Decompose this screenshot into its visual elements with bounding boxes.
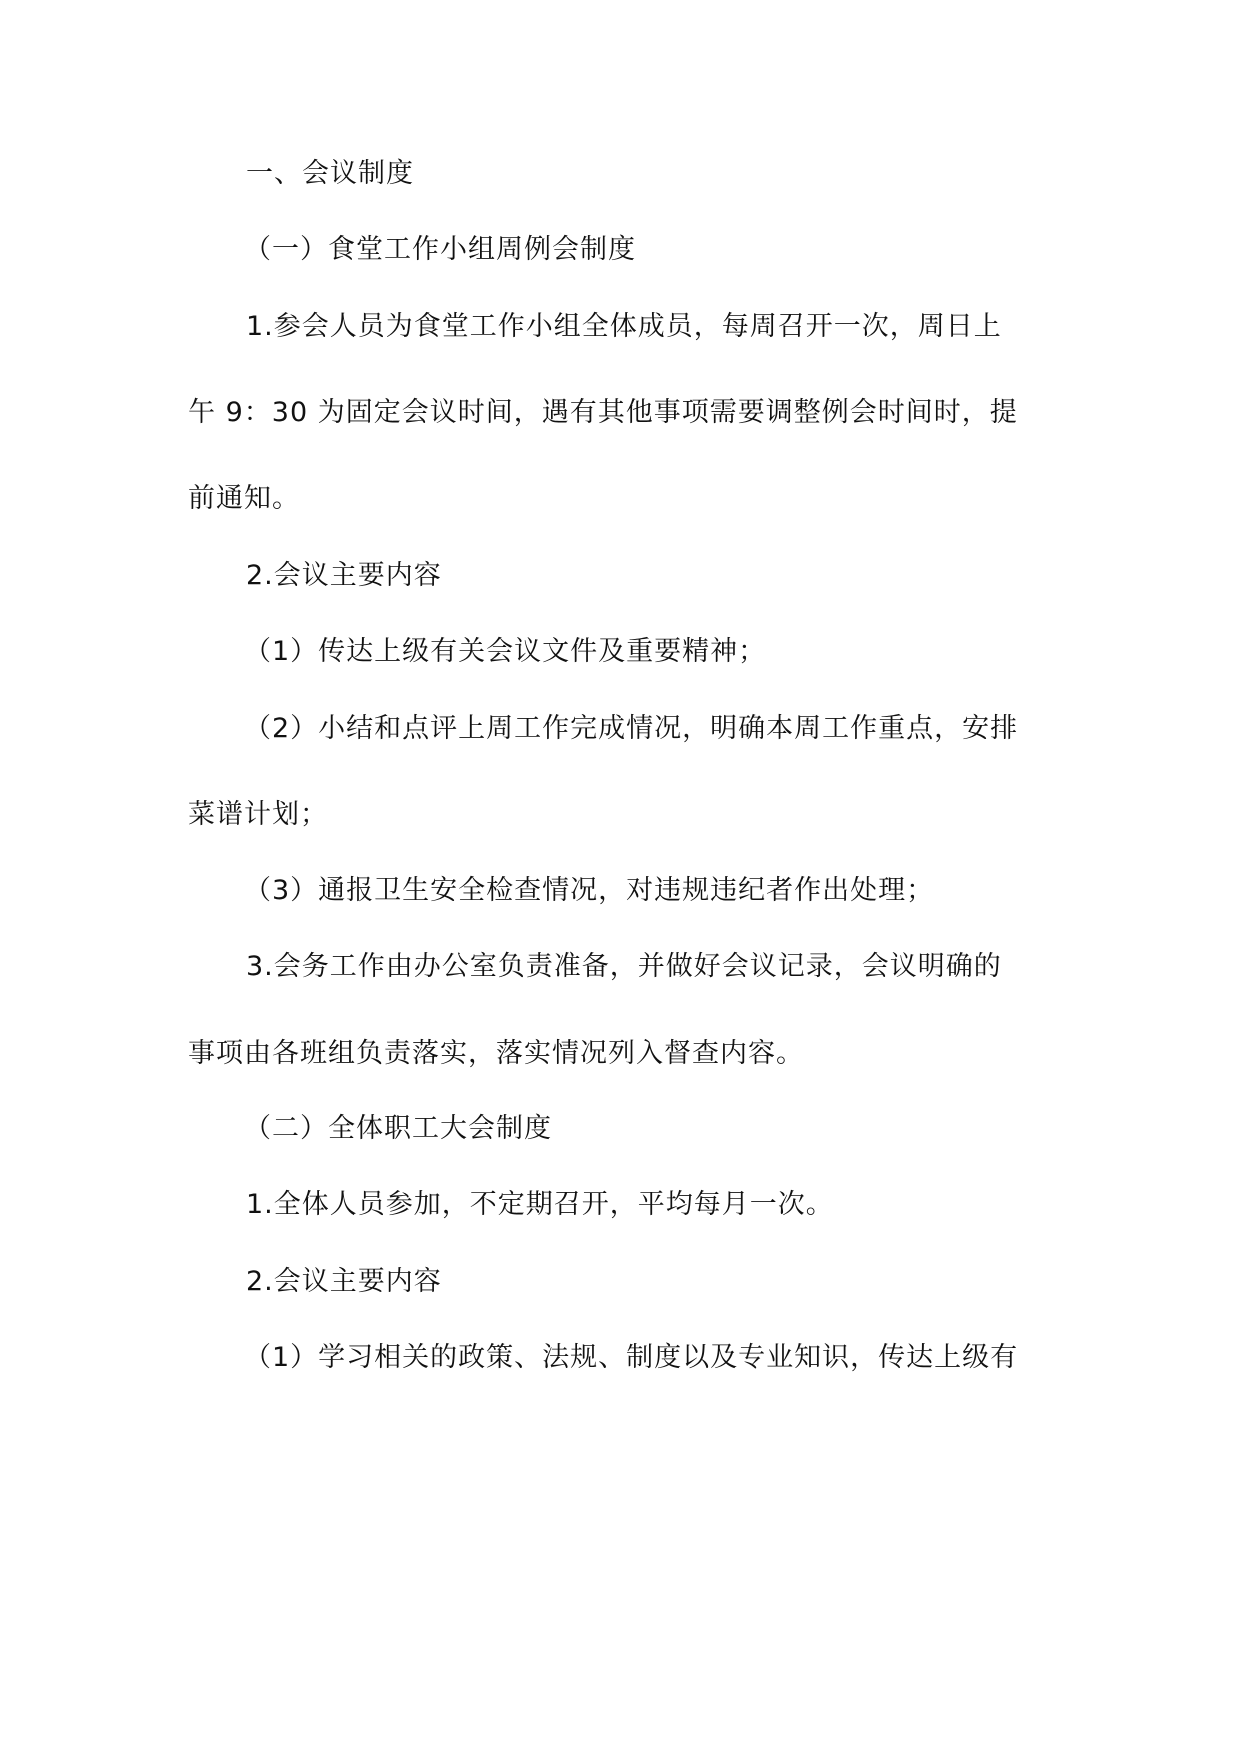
list-item: （2）小结和点评上周工作完成情况，明确本周工作重点，安排 [244,713,1019,744]
item-title: 2.会议主要内容 [246,1266,442,1297]
paragraph-line: 午 9：30 为固定会议时间，遇有其他事项需要调整例会时间时，提 [188,397,1018,428]
paragraph-line: 前通知。 [188,483,300,514]
item-title: 2.会议主要内容 [246,560,442,591]
subsection-title-1: （一）食堂工作小组周例会制度 [244,234,636,265]
list-item: （3）通报卫生安全检查情况，对违规违纪者作出处理； [244,875,935,906]
subsection-title-2: （二）全体职工大会制度 [244,1113,552,1144]
paragraph-line: 菜谱计划； [188,799,328,830]
section-title: 一、会议制度 [246,158,414,189]
paragraph-line: 3.会务工作由办公室负责准备，并做好会议记录，会议明确的 [246,951,1002,982]
paragraph-line: 事项由各班组负责落实，落实情况列入督查内容。 [188,1038,804,1069]
paragraph-line: 1.参会人员为食堂工作小组全体成员，每周召开一次，周日上 [246,311,1002,342]
paragraph-line: 1.全体人员参加，不定期召开，平均每月一次。 [246,1189,834,1220]
list-item: （1）传达上级有关会议文件及重要精神； [244,636,767,667]
list-item: （1）学习相关的政策、法规、制度以及专业知识，传达上级有 [244,1342,1019,1373]
